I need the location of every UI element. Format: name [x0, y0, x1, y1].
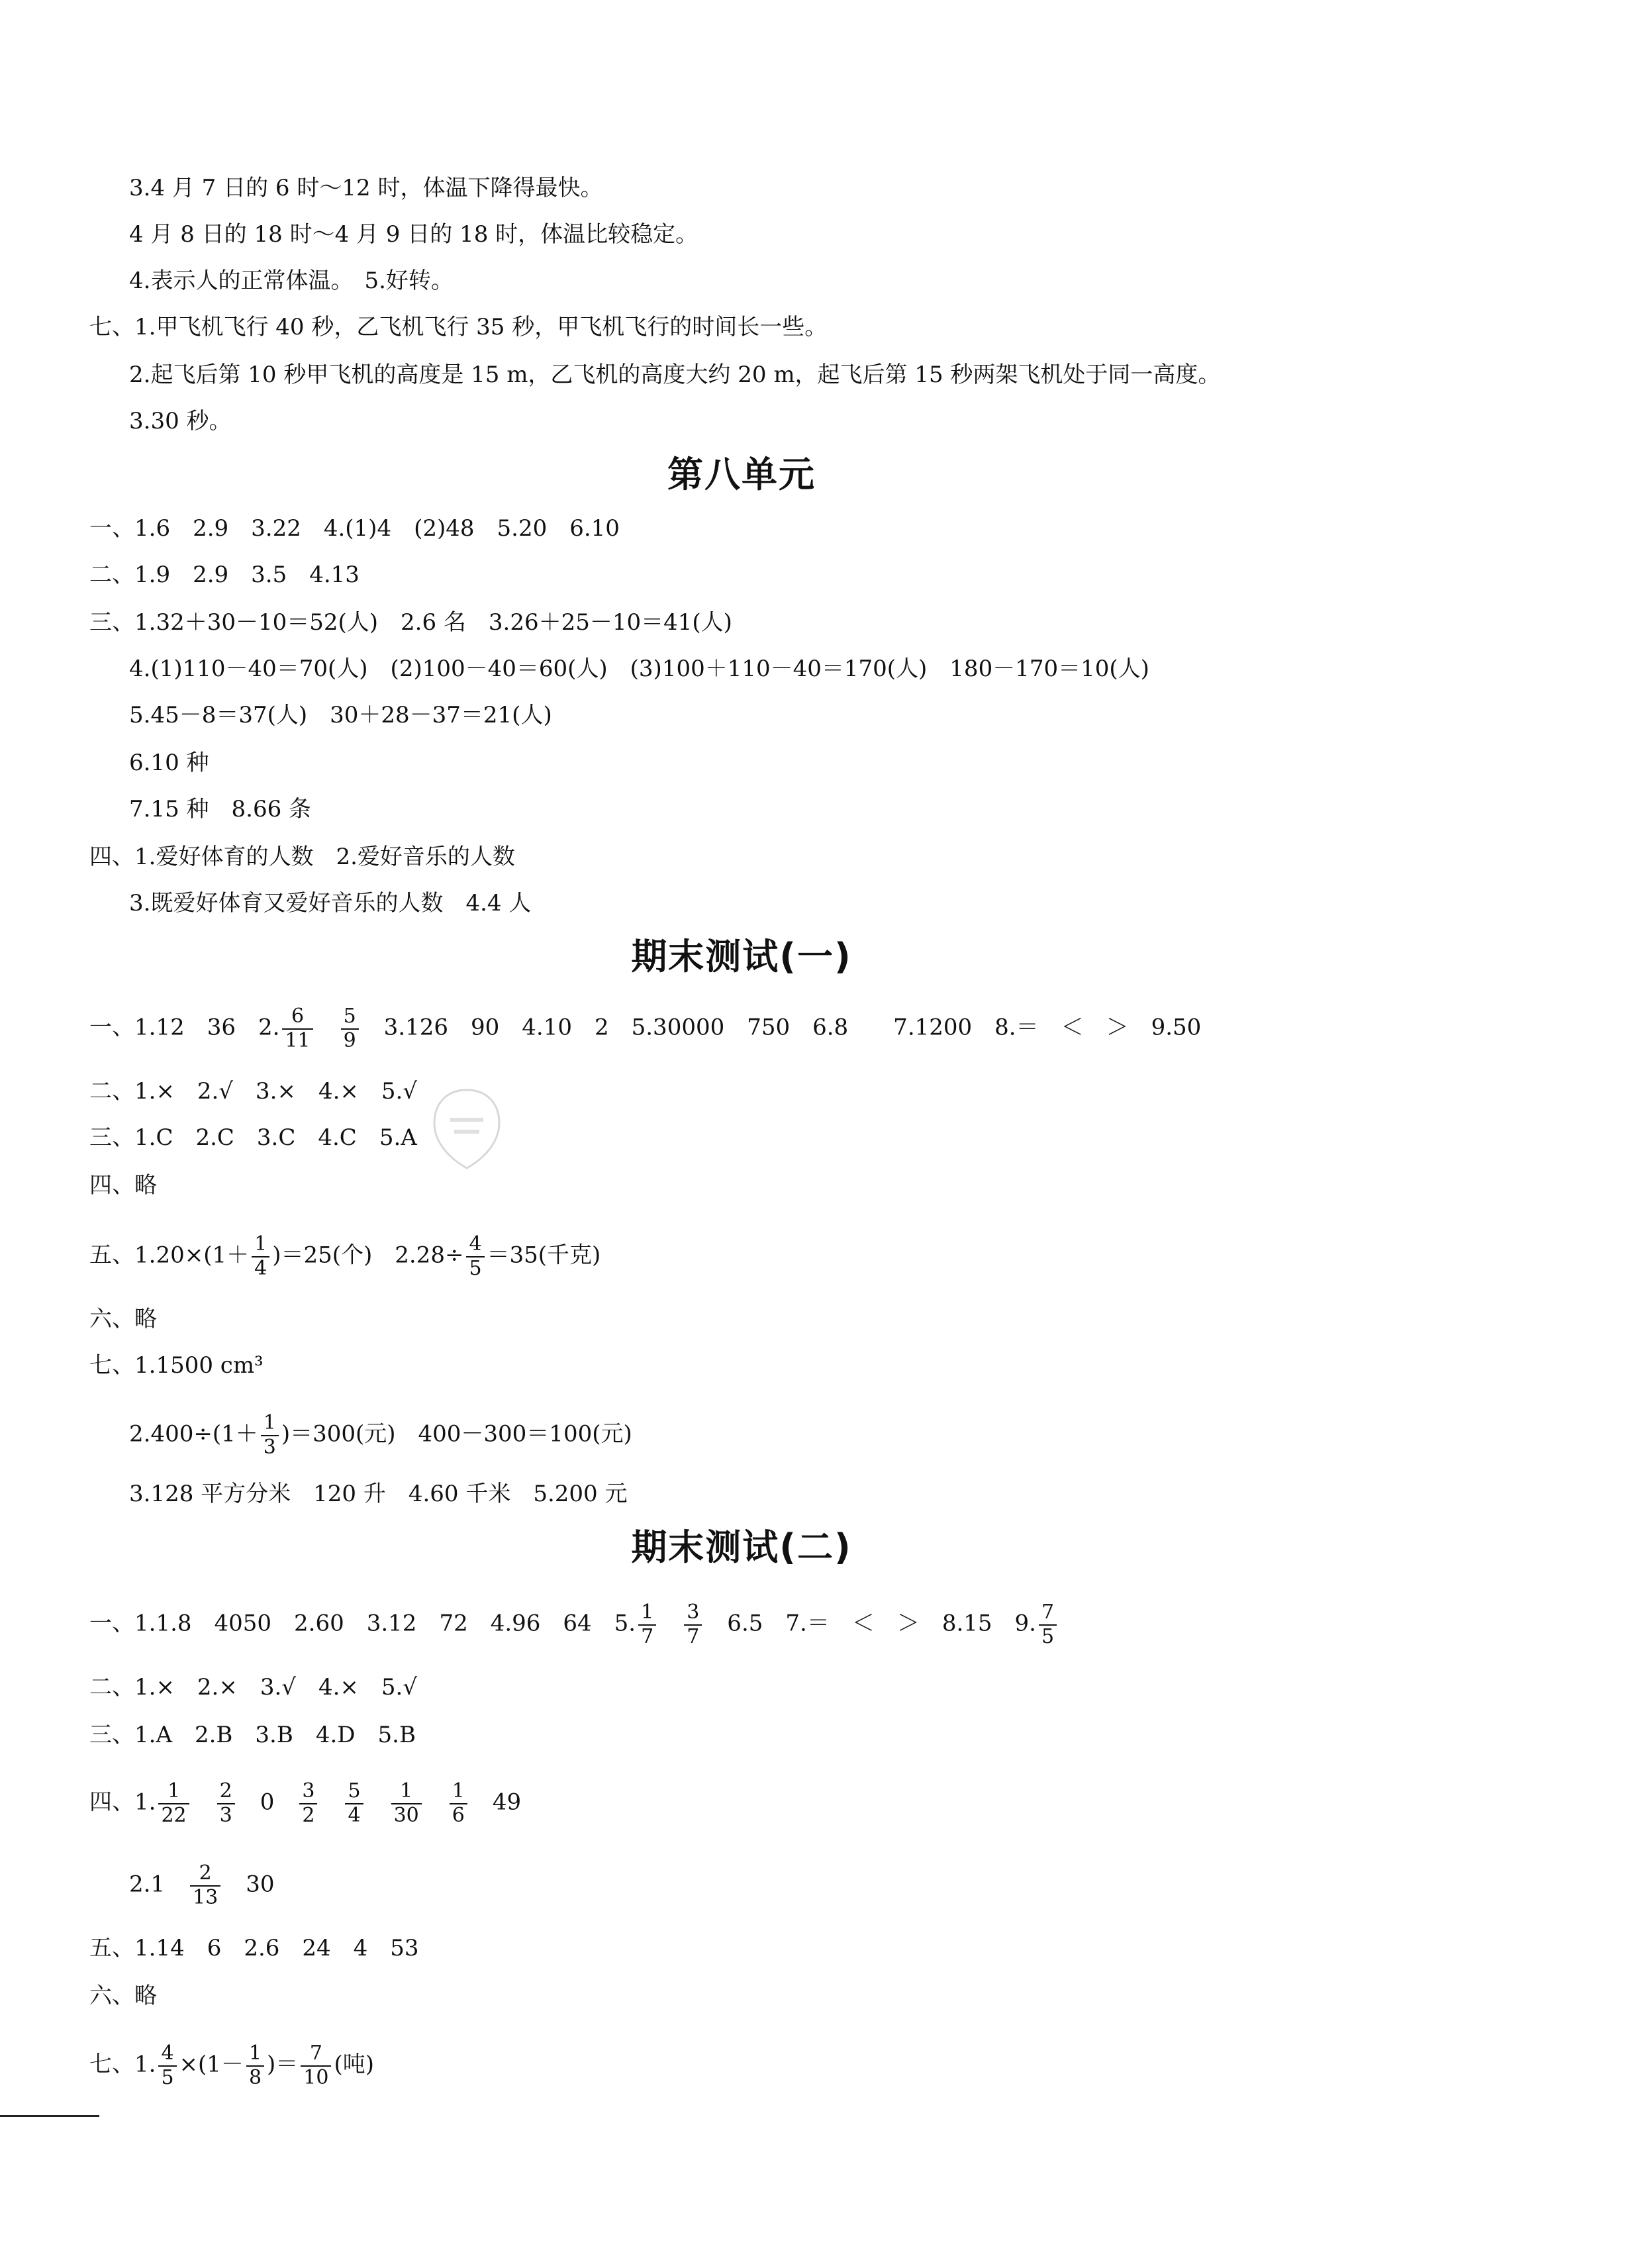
watermark-stamp: [430, 1086, 503, 1172]
fraction: $\frac{1}{30}$: [391, 1780, 422, 1827]
fraction: $\frac{4}{5}$: [158, 2042, 176, 2089]
fraction: $\frac{3}{2}$: [299, 1780, 317, 1827]
text-line: 三、1.C 2.C 3.C 4.C 5.A: [89, 1124, 417, 1151]
fraction: $\frac{1}{22}$: [158, 1780, 189, 1827]
text-line: 一、1.6 2.9 3.22 4.(1)4 (2)48 5.20 6.10: [89, 515, 620, 542]
text-line: 七、1. $\frac{4}{5}$ ×(1－ $\frac{1}{8}$ )＝ $\frac{7}{10}$ (吨): [89, 2042, 375, 2089]
text-line: 4.表示人的正常体温。 5.好转。: [129, 268, 454, 294]
fraction: $\frac{6}{11}$: [282, 1005, 313, 1052]
text-line: 三、1.32＋30－10＝52(人) 2.6 名 3.26＋25－10＝41(人): [89, 609, 732, 636]
section-heading-unit8: 第八单元: [667, 454, 816, 495]
text-line: 三、1.A 2.B 3.B 4.D 5.B: [89, 1722, 416, 1748]
text-line: 七、1.1500 cm³: [89, 1352, 264, 1379]
text-line: 六、略: [89, 1306, 157, 1332]
text-line: 二、1.9 2.9 3.5 4.13: [89, 562, 360, 588]
fraction: $\frac{1}{6}$: [450, 1780, 467, 1827]
text-line: 3.30 秒。: [129, 408, 232, 434]
section-heading-final2: 期末测试(二): [631, 1526, 852, 1568]
text-line: 七、1.甲飞机飞行 40 秒，乙飞机飞行 35 秒，甲飞机飞行的时间长一些。: [89, 314, 828, 340]
text-line: 7.15 种 8.66 条: [129, 796, 312, 822]
text-line: 2.400÷(1＋ $\frac{1}{3}$ )＝300(元) 400－300＝100(元): [129, 1411, 632, 1459]
text-line: 一、1.1.8 4050 2.60 3.12 72 4.96 64 5. $\frac{1}{7}$ $\frac{3}{7}$ 6.5 7.＝ ＜ ＞ 8.15 9. $\frac{7}{5}$: [89, 1601, 1059, 1648]
text-line: 五、1.14 6 2.6 24 4 53: [89, 1935, 419, 1961]
fraction: $\frac{2}{13}$: [190, 1862, 220, 1909]
fraction: $\frac{2}{3}$: [217, 1780, 235, 1827]
section-heading-final1: 期末测试(一): [631, 936, 852, 977]
text-line: 4.(1)110－40＝70(人) (2)100－40＝60(人) (3)100＋110－40＝170(人) 180－170＝10(人): [129, 656, 1149, 682]
text-line: 四、1.爱好体育的人数 2.爱好音乐的人数: [89, 844, 515, 870]
text-line: 3.既爱好体育又爱好音乐的人数 4.4 人: [129, 890, 532, 916]
fraction: $\frac{4}{5}$: [466, 1233, 484, 1280]
fraction: $\frac{5}{4}$: [345, 1780, 363, 1827]
fraction: $\frac{1}{8}$: [246, 2042, 264, 2089]
text-line: 4 月 8 日的 18 时～4 月 9 日的 18 时，体温比较稳定。: [129, 221, 699, 248]
text-line: 2.1 $\frac{2}{13}$ 30: [129, 1861, 275, 1909]
text-line: 四、略: [89, 1172, 157, 1199]
text-line: 3.4 月 7 日的 6 时～12 时，体温下降得最快。: [129, 175, 603, 201]
text-line: 5.45－8＝37(人) 30＋28－37＝21(人): [129, 702, 552, 728]
fraction: $\frac{5}{9}$: [341, 1005, 359, 1052]
text-line: 二、1.× 2.× 3.√ 4.× 5.√: [89, 1674, 417, 1701]
text-line: 五、1.20×(1＋ $\frac{1}{4}$ )＝25(个) 2.28÷ $\frac{4}{5}$ ＝35(千克): [89, 1232, 601, 1280]
fraction: $\frac{7}{5}$: [1039, 1601, 1057, 1648]
fraction: $\frac{1}{4}$: [252, 1233, 269, 1280]
text-line: 3.128 平方分米 120 升 4.60 千米 5.200 元: [129, 1481, 628, 1507]
text-line: 二、1.× 2.√ 3.× 4.× 5.√: [89, 1078, 417, 1105]
fraction: $\frac{7}{10}$: [301, 2042, 331, 2089]
text-line: 六、略: [89, 1983, 157, 2009]
margin-rule: [0, 2115, 99, 2117]
fraction: $\frac{1}{3}$: [261, 1412, 279, 1459]
fraction: $\frac{3}{7}$: [684, 1601, 702, 1648]
text-line: 一、1.12 36 2. $\frac{6}{11}$ $\frac{5}{9}$ 3.126 90 4.10 2 5.30000 750 6.8 7.1200 8.＝ ＜ ＞ 9.50: [89, 1005, 1202, 1052]
text-line: 四、1. $\frac{1}{22}$ $\frac{2}{3}$ 0 $\frac{3}{2}$ $\frac{5}{4}$ $\frac{1}{30}$ $\frac{1}{6}$ 49: [89, 1779, 522, 1827]
text-line: 6.10 种: [129, 750, 209, 776]
text-line: 2.起飞后第 10 秒甲飞机的高度是 15 m，乙飞机的高度大约 20 m，起飞后第 15 秒两架飞机处于同一高度。: [129, 362, 1221, 388]
fraction: $\frac{1}{7}$: [638, 1601, 656, 1648]
